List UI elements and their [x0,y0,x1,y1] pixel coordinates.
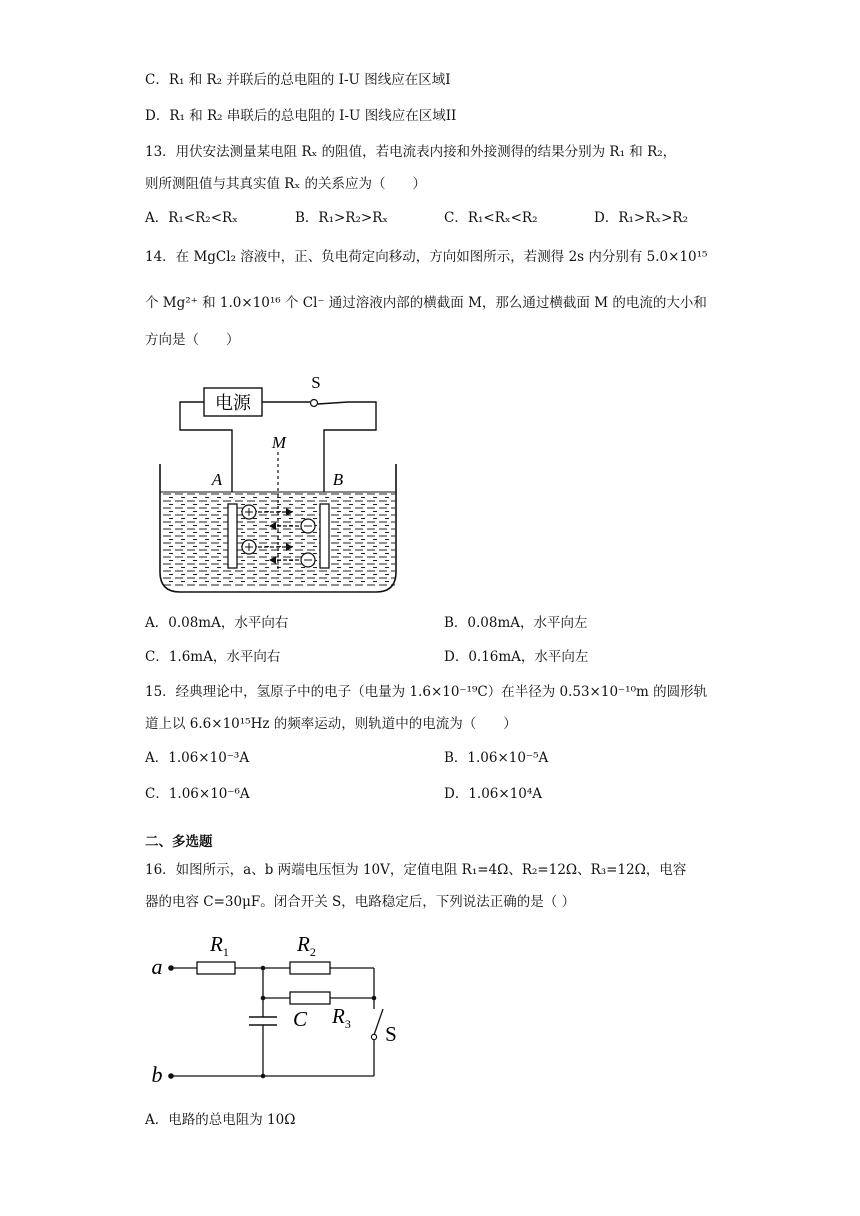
switch-s-lever [374,1009,383,1035]
q13-stem-line1: 13．用伏安法测量某电阻 Rₓ 的阻值，若电流表内接和外接测得的结果分别为 R₁ 和 R₂， [145,144,677,160]
q15-stem-line1: 15．经典理论中，氢原子中的电子（电量为 1.6×10⁻¹⁹C）在半径为 0.53×10⁻¹⁰m 的圆形轨 [145,684,708,700]
switch-s [311,400,318,407]
positive-ion-2 [242,540,256,554]
q15-option-c: C．1.06×10⁻⁶A [145,786,250,802]
s-label: S [385,1022,397,1046]
q13-option-d: D．R₁>Rₓ>R₂ [594,210,688,226]
q15-option-b: B．1.06×10⁻⁵A [444,750,549,766]
q14-option-a: A．0.08mA，水平向右 [145,615,289,631]
q13-option-b: B．R₁>R₂>Rₓ [295,210,389,226]
electrode-a [228,504,237,568]
r2-label: $R_2$ [297,932,316,959]
q14-option-d: D．0.16mA，水平向左 [444,649,589,665]
q14-stem-line1: 14．在 MgCl₂ 溶液中，正、负电荷定向移动，方向如图所示，若测得 2s 内分别有 5.0×10¹⁵ [145,249,708,265]
q16-stem-line2: 器的电容 C=30μF。闭合开关 S，电路稳定后，下列说法正确的是（ ） [145,894,576,910]
q14-option-b: B．0.08mA，水平向左 [444,615,588,631]
resistor-r1 [197,962,235,974]
negative-ion-1 [301,519,315,533]
electrode-b-label: B [332,470,344,489]
q13-option-a: A．R₁<R₂<Rₓ [145,210,238,226]
terminal-a-label: a [151,954,163,979]
q14-stem-line2: 个 Mg²⁺ 和 1.0×10¹⁶ 个 Cl⁻ 通过溶液内部的横截面 M，那么通过横截面 M 的电流的大小和 [145,295,707,311]
negative-ion-2 [301,553,315,567]
q14-option-c: C．1.6mA，水平向右 [145,649,281,665]
section-title: 二、多选题 [145,834,213,850]
q16-option-a: A．电路的总电阻为 10Ω [145,1112,296,1128]
q15-option-d: D．1.06×10⁴A [444,786,543,802]
resistor-r2 [290,962,330,974]
q12-option-c: C．R₁ 和 R₂ 并联后的总电阻的 I-U 图线应在区域I [145,72,451,88]
terminal-b-label: b [151,1062,163,1087]
q13-stem-line2: 则所测阻值与其真实值 Rₓ 的关系应为（ ） [145,176,426,192]
positive-ion-1 [242,505,256,519]
q15-stem-line2: 道上以 6.6×10¹⁵Hz 的频率运动，则轨道中的电流为（ ） [145,716,517,732]
power-source-label: 电源 [215,393,251,413]
q16-stem-line1: 16．如图所示，a、b 两端电压恒为 10V，定值电阻 R₁=4Ω、R₂=12Ω、R₃=12Ω，电容 [145,862,687,878]
q15-option-a: A．1.06×10⁻³A [145,750,250,766]
q12-option-d: D．R₁ 和 R₂ 串联后的总电阻的 I-U 图线应在区域II [145,108,457,124]
q14-stem-line3: 方向是（ ） [145,332,240,348]
electrolysis-figure [150,372,410,602]
plane-m-label: M [271,433,287,452]
q13-option-c: C．R₁<Rₓ<R₂ [444,210,538,226]
circuit-figure [145,925,415,1090]
resistor-r3 [290,992,330,1004]
c-label: C [292,1007,308,1031]
switch-label: S [311,373,321,392]
electrode-b [320,504,329,568]
electrode-a-label: A [211,470,223,489]
r1-label: $R_1$ [210,932,229,959]
r3-label: $R_3$ [332,1004,351,1031]
